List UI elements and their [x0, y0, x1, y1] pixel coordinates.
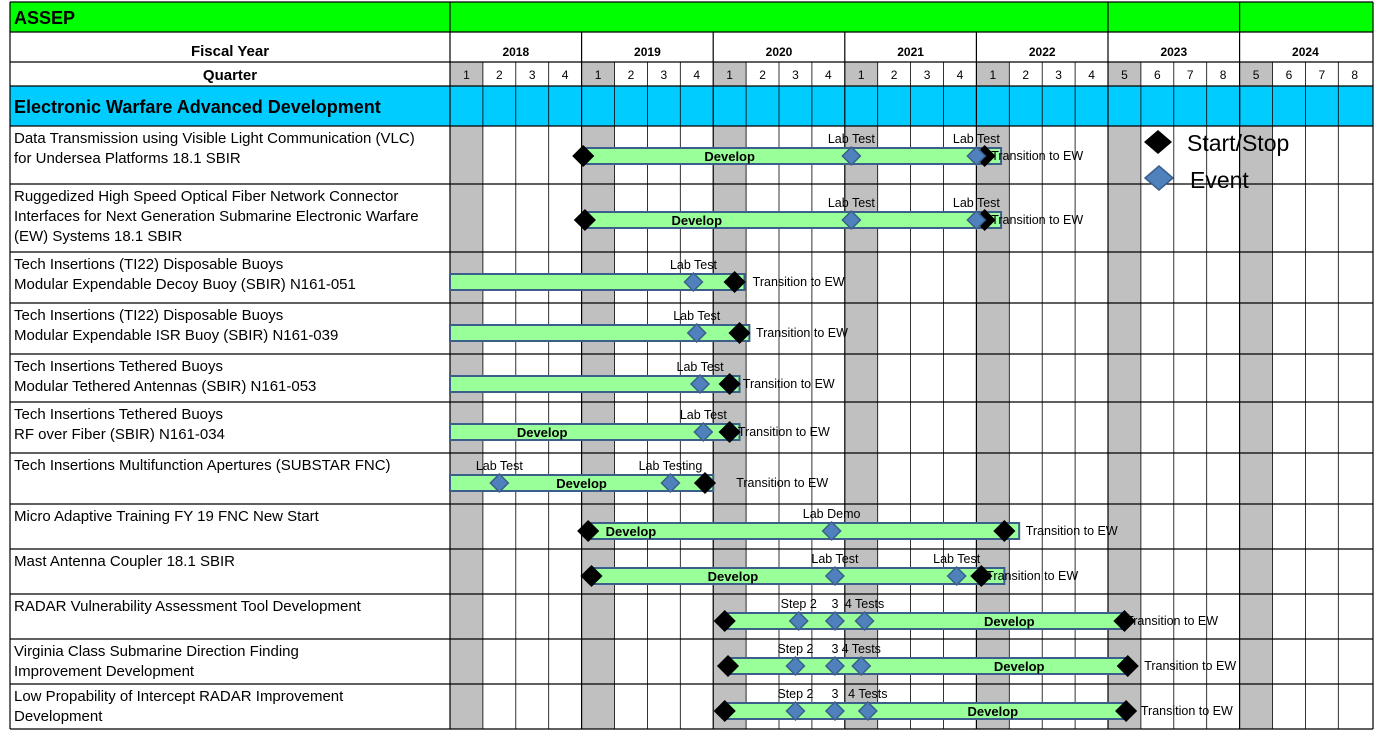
app-title: ASSEP: [14, 8, 76, 28]
quarter-cell: 1: [594, 68, 602, 82]
program-label-line: Improvement Development: [14, 663, 195, 680]
quarter-cell: 1: [989, 68, 997, 82]
quarter-cell: 6: [1154, 68, 1161, 82]
event-label: Lab Test: [811, 552, 859, 566]
program-label-line: RADAR Vulnerability Assessment Tool Development: [14, 598, 361, 615]
event-label: Lab Test: [933, 552, 981, 566]
event-label: Step 2: [777, 687, 814, 701]
quarter-cell: 4: [1088, 68, 1095, 82]
develop-bar-label: Develop: [967, 704, 1019, 719]
fiscal-year-cell: 2018: [502, 45, 530, 59]
transition-label: Transition to EW: [1126, 614, 1219, 628]
program-label-line: Tech Insertions Tethered Buoys: [14, 406, 224, 423]
develop-bar-label: Develop: [704, 149, 755, 164]
transition-label: Transition to EW: [1144, 659, 1237, 673]
develop-bar-label: Develop: [993, 659, 1045, 674]
event-label: 4 Tests: [841, 642, 881, 656]
quarter-cell: 1: [463, 68, 470, 82]
transition-label: Transition to EW: [986, 569, 1079, 583]
develop-bar-label: Develop: [984, 614, 1035, 629]
fiscal-year-cell: 2022: [1028, 45, 1056, 59]
quarter-cell: 2: [627, 68, 635, 82]
event-label: 3: [831, 642, 839, 656]
fiscal-year-cell: 2023: [1160, 45, 1188, 59]
program-label-line: Tech Insertions (TI22) Disposable Buoys: [14, 307, 284, 324]
section-title: Electronic Warfare Advanced Development: [14, 97, 381, 117]
transition-label: Transition to EW: [991, 213, 1084, 227]
transition-label: Transition to EW: [742, 377, 835, 391]
event-label: 4 Tests: [844, 597, 885, 611]
develop-bar: [585, 212, 1001, 228]
event-label: Lab Test: [676, 360, 724, 374]
fiscal-year-label: Fiscal Year: [190, 43, 270, 60]
quarter-cell: 3: [1055, 68, 1062, 82]
event-legend-label: Event: [1190, 167, 1249, 193]
quarter-cell: 1: [857, 68, 865, 82]
quarter-cell: 5: [1252, 68, 1260, 82]
develop-bar: [725, 613, 1125, 629]
transition-label: Transition to EW: [755, 326, 848, 340]
program-label-line: Low Propability of Intercept RADAR Improvement: [14, 688, 344, 705]
program-label-line: Ruggedized High Speed Optical Fiber Network Connector: [14, 188, 399, 205]
event-label: Lab Test: [475, 459, 523, 473]
quarter-cell: 2: [759, 68, 766, 82]
program-label-line: Mast Antenna Coupler 18.1 SBIR: [14, 553, 235, 570]
transition-label: Transition to EW: [737, 425, 830, 439]
quarter-cell: 3: [792, 68, 799, 82]
fiscal-year-cell: 2021: [897, 45, 924, 59]
fiscal-year-cell: 2024: [1292, 45, 1319, 59]
quarter-cell: 4: [561, 68, 569, 82]
event-label: Lab Test: [669, 258, 717, 272]
quarter-cell: 1: [726, 68, 733, 82]
event-label: Lab Test: [952, 132, 1000, 146]
develop-bar-label: Develop: [516, 425, 568, 440]
develop-bar: [591, 568, 1004, 584]
quarter-cell: 4: [956, 68, 964, 82]
event-label: Lab Test: [673, 309, 721, 323]
program-label-line: Interfaces for Next Generation Submarine Electronic Warfare: [14, 208, 419, 225]
event-label: Lab Test: [679, 408, 727, 422]
transition-label: Transition to EW: [1140, 704, 1233, 718]
quarter-cell: 2: [496, 68, 503, 82]
program-label-line: Virginia Class Submarine Direction Finding: [14, 643, 299, 660]
start-stop-legend-label: Start/Stop: [1187, 130, 1290, 156]
quarter-cell: 7: [1186, 68, 1194, 82]
develop-bar-label: Develop: [605, 524, 657, 539]
quarter-cell: 3: [923, 68, 931, 82]
fiscal-year-cell: 2020: [765, 45, 793, 59]
program-label-line: Tech Insertions (TI22) Disposable Buoys: [14, 256, 284, 273]
transition-label: Transition to EW: [752, 275, 845, 289]
quarter-cell: 8: [1219, 68, 1227, 82]
title-band: [10, 2, 1373, 32]
quarter-cell: 2: [890, 68, 898, 82]
program-label-line: (EW) Systems 18.1 SBIR: [14, 228, 183, 245]
develop-bar: [583, 148, 1001, 164]
quarter-cell: 3: [660, 68, 668, 82]
program-label-line: Tech Insertions Tethered Buoys: [14, 358, 224, 375]
program-label-line: Tech Insertions Multifunction Apertures (SUBSTAR FNC): [14, 457, 391, 474]
event-label: Lab Demo: [802, 507, 861, 521]
fiscal-year-cell: 2019: [634, 45, 661, 59]
transition-label: Transition to EW: [991, 149, 1084, 163]
program-label-line: Data Transmission using Visible Light Communication (VLC): [14, 130, 415, 147]
develop-bar-label: Develop: [707, 569, 759, 584]
event-legend-diamond-icon: [1145, 166, 1173, 190]
quarter-cell: 3: [528, 68, 536, 82]
quarter-label: Quarter: [202, 67, 258, 84]
quarter-cell: 5: [1121, 68, 1128, 82]
develop-bar-label: Develop: [671, 213, 723, 228]
event-label: 3: [831, 687, 839, 701]
event-label: Step 2: [777, 642, 814, 656]
quarter-cell: 7: [1318, 68, 1326, 82]
quarter-cell: 8: [1351, 68, 1359, 82]
develop-bar-label: Develop: [556, 476, 607, 491]
program-label-line: Development: [14, 708, 103, 725]
quarter-cell: 6: [1285, 68, 1293, 82]
event-label: Lab Test: [827, 132, 875, 146]
quarter-cell: 4: [693, 68, 701, 82]
transition-label: Transition to EW: [736, 476, 829, 490]
program-label-line: Micro Adaptive Training FY 19 FNC New Start: [14, 508, 319, 525]
start-stop-legend-diamond-icon: [1144, 130, 1172, 154]
program-label-line: Modular Expendable Decoy Buoy (SBIR) N161-051: [14, 276, 356, 293]
program-label-line: for Undersea Platforms 18.1 SBIR: [14, 150, 241, 167]
transition-label: Transition to EW: [1025, 524, 1118, 538]
event-label: 4 Tests: [848, 687, 888, 701]
event-label: Step 2: [780, 597, 817, 611]
event-label: Lab Test: [827, 196, 875, 210]
event-label: 3: [831, 597, 839, 611]
program-label-line: Modular Tethered Antennas (SBIR) N161-053: [14, 378, 317, 395]
event-label: Lab Test: [952, 196, 1000, 210]
quarter-cell: 2: [1022, 68, 1030, 82]
program-label-line: Modular Expendable ISR Buoy (SBIR) N161-039: [14, 327, 339, 344]
event-label: Lab Testing: [638, 459, 703, 473]
develop-bar: [725, 703, 1126, 719]
quarter-cell: 4: [825, 68, 832, 82]
program-label-line: RF over Fiber (SBIR) N161-034: [14, 426, 225, 443]
